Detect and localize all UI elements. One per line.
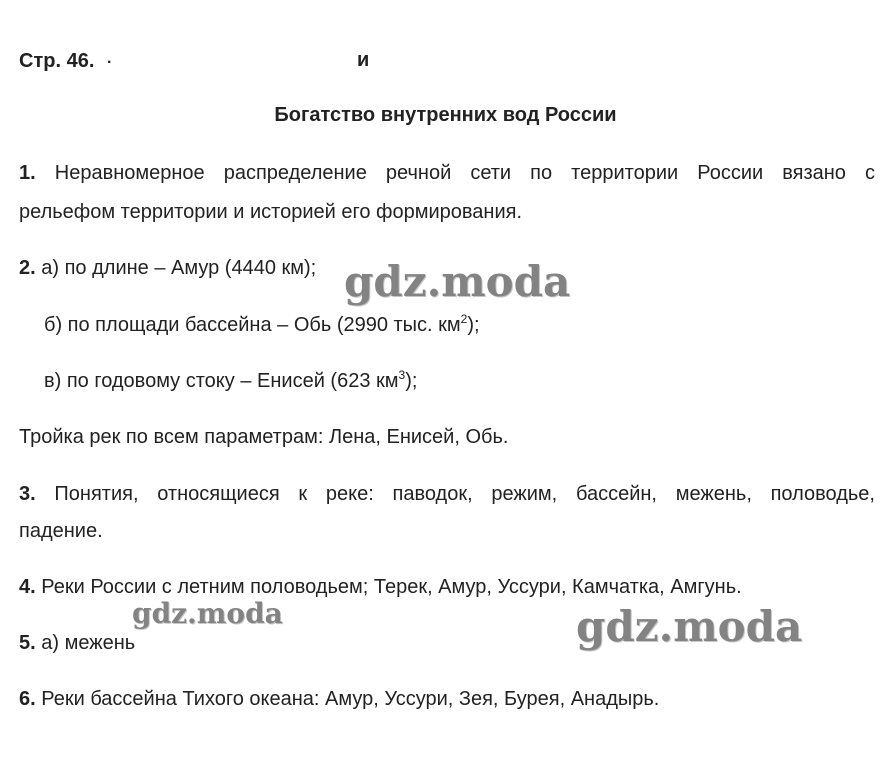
superscript: 3 bbox=[398, 368, 406, 382]
answer-text: Реки России с летним половодьем; Терек, Амур, Уссури, Камчатка, Амгунь. bbox=[41, 576, 742, 598]
superscript: 2 bbox=[460, 312, 468, 326]
answer-2-summary: Тройка рек по всем параметрам: Лена, Енисей, Обь. bbox=[19, 426, 509, 448]
answer-4 bbox=[19, 575, 742, 599]
answer-text: Неравномерное распределение речной сети по территории России вязано с bbox=[54, 162, 875, 184]
answer-2-a bbox=[19, 256, 316, 280]
answer-text: Понятия, относящиеся к реке: паводок, режим, бассейн, межень, половодье, bbox=[54, 483, 875, 505]
answer-number: 6. bbox=[19, 688, 36, 710]
answer-text-end: ); bbox=[405, 370, 418, 392]
answer-3-line-1 bbox=[19, 482, 875, 506]
answer-2-c bbox=[44, 369, 417, 393]
stray-mark: . bbox=[107, 50, 112, 67]
answer-3-line-2: падение. bbox=[19, 520, 103, 542]
answer-text: а) межень bbox=[41, 632, 136, 654]
stray-mark: и bbox=[357, 49, 370, 71]
answer-text: Реки бассейна Тихого океана: Амур, Уссури, Зея, Бурея, Анадырь. bbox=[41, 688, 660, 710]
answer-5 bbox=[19, 631, 135, 655]
answer-number: 4. bbox=[19, 576, 36, 598]
answer-6 bbox=[19, 687, 659, 711]
answer-text: в) по годовому стоку – Енисей (623 км bbox=[44, 370, 399, 392]
answer-text: а) по длине – Амур (4440 км); bbox=[41, 257, 317, 279]
answer-2-b bbox=[44, 313, 480, 337]
answer-number: 3. bbox=[19, 483, 36, 505]
watermark-logo: gdz.moda bbox=[344, 257, 571, 306]
answer-number: 2. bbox=[19, 257, 36, 279]
page-title: Богатство внутренних вод России bbox=[274, 104, 617, 126]
answer-number: 1. bbox=[19, 162, 36, 184]
answer-text: б) по площади бассейна – Обь (2990 тыс. км bbox=[44, 314, 461, 336]
answer-1-line-2: рельефом территории и историей его формирования. bbox=[19, 201, 522, 223]
page-reference bbox=[19, 49, 94, 73]
watermark-logo: gdz.moda bbox=[576, 602, 803, 651]
answer-number: 5. bbox=[19, 632, 36, 654]
page-ref-label: Стр. 46. bbox=[19, 50, 95, 72]
answer-text-end: ); bbox=[467, 314, 480, 336]
watermark-logo: gdz.moda bbox=[132, 597, 283, 630]
answer-1-line-1 bbox=[19, 161, 875, 185]
